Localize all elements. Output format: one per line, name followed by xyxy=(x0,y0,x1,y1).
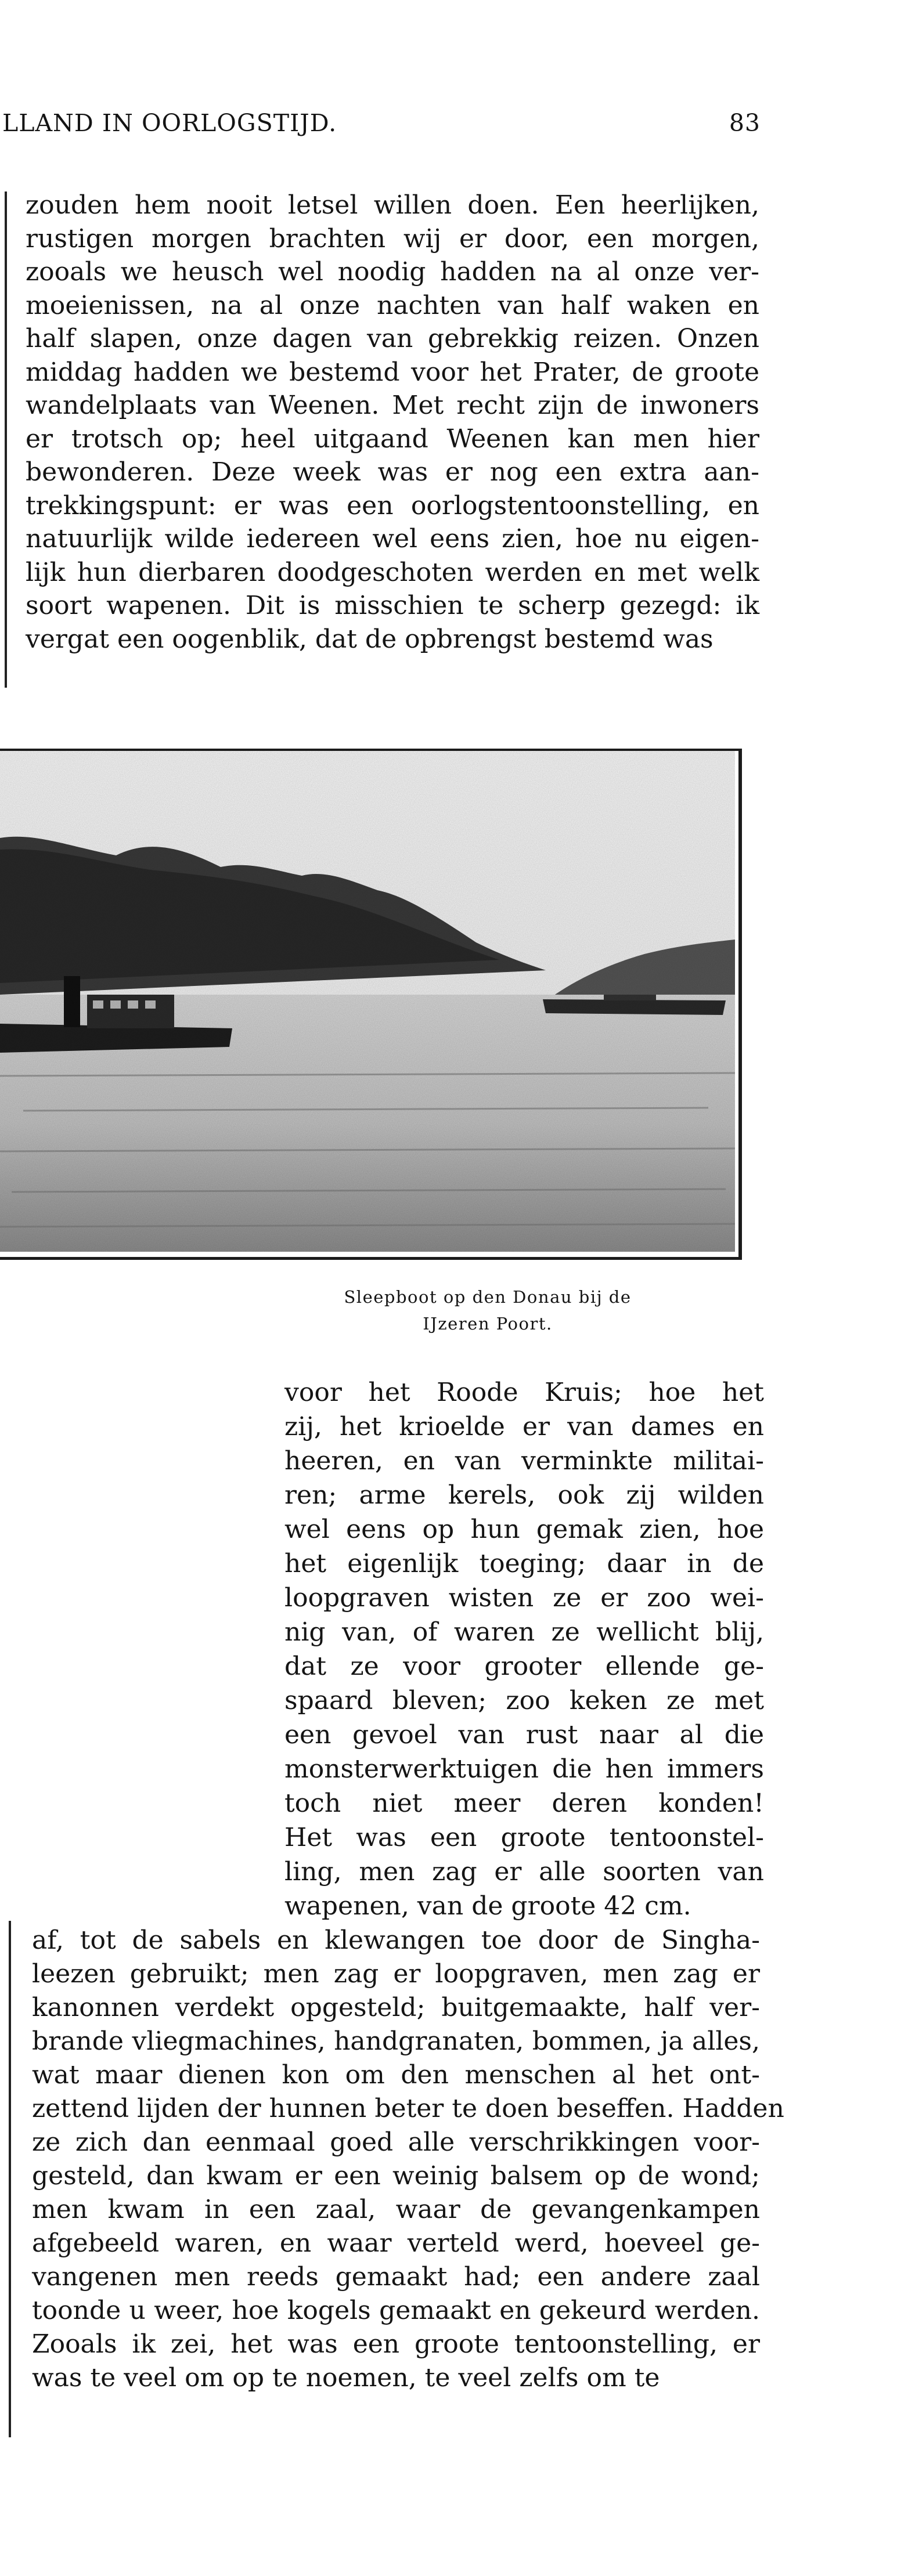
text-line: wel eens op hun gemak zien, hoe xyxy=(284,1515,764,1544)
text-line: moeienissen, na al onze nachten van half waken en xyxy=(26,290,759,320)
text-line: wapenen, van de groote 42 cm. xyxy=(284,1891,691,1921)
text-line: vergat een oogenblik, dat de opbrengst bestemd was xyxy=(26,624,714,654)
running-title: LLAND IN OORLOGSTIJD. xyxy=(2,109,337,137)
text-line: af, tot de sabels en klewangen toe door de Singha- xyxy=(32,1925,760,1955)
text-line: vangenen men reeds gemaakt had; een andere zaal xyxy=(32,2262,760,2292)
text-line: Het was een groote tentoonstel- xyxy=(284,1823,764,1852)
figure-caption xyxy=(325,1284,650,1337)
text-line: was te veel om op te noemen, te veel zelfs om te xyxy=(32,2363,660,2393)
running-header xyxy=(0,109,761,144)
text-line: leezen gebruikt; men zag er loopgraven, men zag er xyxy=(32,1959,760,1989)
caption-line: IJzeren Poort. xyxy=(423,1314,553,1334)
paragraph-right xyxy=(284,1375,764,1923)
text-line: Zooals ik zei, het was een groote tentoonstelling, er xyxy=(32,2329,760,2359)
text-line: ren; arme kerels, ook zij wilden xyxy=(284,1480,764,1510)
text-line: toch niet meer deren konden! xyxy=(284,1789,764,1818)
margin-rule-bottom xyxy=(9,1921,11,2437)
text-line: afgebeeld waren, en waar verteld werd, hoeveel ge- xyxy=(32,2228,760,2258)
text-line: zouden hem nooit letsel willen doen. Een heerlijken, xyxy=(26,190,759,220)
text-line: wat maar dienen kon om den menschen al het ont- xyxy=(32,2060,760,2090)
paragraph-bottom xyxy=(32,1924,784,2395)
photo-illustration xyxy=(0,751,735,1252)
text-line: het eigenlijk toeging; daar in de xyxy=(284,1549,764,1578)
text-line: gesteld, dan kwam er een weinig balsem op de wond; xyxy=(32,2161,760,2191)
text-line: monsterwerktuigen die hen immers xyxy=(284,1754,764,1784)
caption-line: Sleepboot op den Donau bij de xyxy=(344,1287,632,1307)
margin-rule-top xyxy=(5,192,7,688)
text-line: brande vliegmachines, handgranaten, bommen, ja alles, xyxy=(32,2026,760,2056)
text-line: men kwam in een zaal, waar de gevangenkampen xyxy=(32,2195,760,2224)
text-line: er trotsch op; heel uitgaand Weenen kan men hier xyxy=(26,424,759,454)
text-line: een gevoel van rust naar al die xyxy=(284,1720,764,1750)
text-line: natuurlijk wilde iedereen wel eens zien, hoe nu eigen- xyxy=(26,524,759,554)
text-line: ze zich dan eenmaal goed alle verschrikkingen voor- xyxy=(32,2127,760,2157)
text-line: toonde u weer, hoe kogels gemaakt en gekeurd werden. xyxy=(32,2296,760,2325)
text-line: kanonnen verdekt opgesteld; buitgemaakte, half ver- xyxy=(32,1993,760,2022)
text-line: ling, men zag er alle soorten van xyxy=(284,1857,764,1887)
text-line: zettend lijden der hunnen beter te doen beseffen. Hadden xyxy=(32,2094,784,2123)
text-line: middag hadden we bestemd voor het Prater, de groote xyxy=(26,357,759,387)
text-line: voor het Roode Kruis; hoe het xyxy=(284,1378,764,1407)
text-line: dat ze voor grooter ellende ge- xyxy=(284,1652,764,1681)
text-line: soort wapenen. Dit is misschien te scherp gezegd: ik xyxy=(26,591,759,620)
text-line: spaard bleven; zoo keken ze met xyxy=(284,1686,764,1715)
text-line: zooals we heusch wel noodig hadden na al onze ver- xyxy=(26,257,759,287)
text-line: nig van, of waren ze wellicht blij, xyxy=(284,1617,764,1647)
text-line: rustigen morgen brachten wij er door, een morgen, xyxy=(26,223,759,254)
photograph-tugboat-danube xyxy=(0,749,742,1260)
page-number: 83 xyxy=(729,109,761,137)
text-line: half slapen, onze dagen van gebrekkig reizen. Onzen xyxy=(26,324,759,353)
paragraph-top xyxy=(26,189,759,656)
text-line: trekkingspunt: er was een oorlogstentoonstelling, en xyxy=(26,490,759,521)
text-line: zij, het krioelde er van dames en xyxy=(284,1412,764,1441)
text-line: heeren, en van verminkte militai- xyxy=(284,1446,764,1476)
text-line: bewonderen. Deze week was er nog een extra aan- xyxy=(26,457,759,487)
text-line: wandelplaats van Weenen. Met recht zijn de inwoners xyxy=(26,391,759,420)
text-line: loopgraven wisten ze er zoo wei- xyxy=(284,1583,764,1613)
text-line: lijk hun dierbaren doodgeschoten werden en met welk xyxy=(26,557,759,587)
